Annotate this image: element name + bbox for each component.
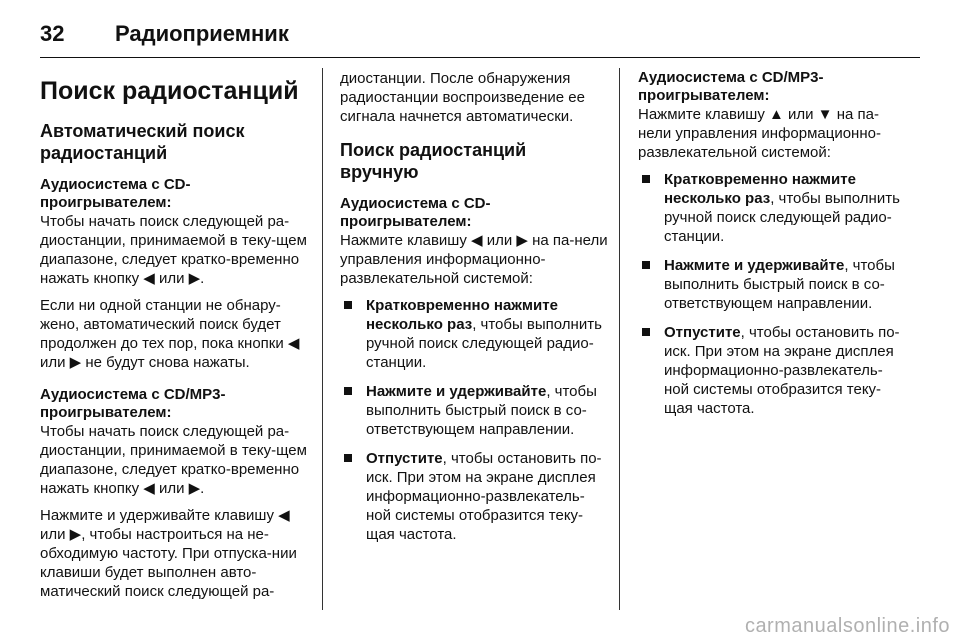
column-1 [40,66,308,609]
main-heading: Поиск радиостанций [40,77,299,105]
paragraph: Нажмите и удерживайте клавишу ◀ или ▶, чтобы настроиться на не-обходимую частоту. При отпуска-нии клавиши будет выполнен авто-матический поиск следующей ра- [40,507,297,600]
list-item: Отпустите, чтобы остановить по-иск. При этом на экране дисплея информационно-развлекатель-ной системы отобразится теку-щая частота. [340,449,608,544]
running-title: Радиоприемник [115,21,289,46]
cd-mp3-player-heading: Аудиосистема с CD/MP3-проигрывателем: [638,69,824,104]
bullet-square-icon [344,454,352,462]
cd-player-heading: Аудиосистема с CD-проигрывателем: [40,176,191,211]
bullet-list [340,296,608,544]
column-2 [340,69,608,554]
auto-search-heading: Автоматический поиск радиостанций [40,121,245,163]
column-divider-2 [619,68,620,610]
paragraph: Если ни одной станции не обнару-жено, автоматический поиск будет продолжен до тех пор, пока кнопки ◀ или ▶ не будут снова нажаты. [40,297,300,371]
cd-player-heading: Аудиосистема с CD-проигрывателем: [340,195,491,230]
cd-mp3-player-heading: Аудиосистема с CD/MP3-проигрывателем: [40,386,226,421]
page-header [40,14,289,54]
header-rule [40,57,920,58]
paragraph: Нажмите клавишу ◀ или ▶ на па-нели управления информационно-развлекательной системой: [340,232,608,287]
page-number: 32 [40,21,65,46]
column-divider-1 [322,68,323,610]
manual-search-heading: Поиск радиостанций вручную [340,140,527,182]
paragraph: Чтобы начать поиск следующей ра-диостанции, принимаемой в теку-щем диапазоне, следует кратко-временно нажать кнопку ◀ или ▶. [40,213,307,287]
list-item: Нажмите и удерживайте, чтобы выполнить быстрый поиск в со-ответствующем направлении. [340,382,608,439]
paragraph: Нажмите клавишу ▲ или ▼ на па-нели управления информационно-развлекательной системой: [638,106,881,161]
watermark: carmanualsonline.info [744,615,950,637]
bullet-square-icon [642,261,650,269]
bullet-square-icon [344,301,352,309]
list-item: Нажмите и удерживайте, чтобы выполнить быстрый поиск в со-ответствующем направлении. [638,256,906,313]
list-item: Кратковременно нажмите несколько раз, чтобы выполнить ручной поиск следующей радио-станции. [638,170,906,246]
bullet-square-icon [344,387,352,395]
list-item: Кратковременно нажмите несколько раз, чтобы выполнить ручной поиск следующей радио-станции. [340,296,608,372]
list-item: Отпустите, чтобы остановить по-иск. При этом на экране дисплея информационно-развлекатель-ной системы отобразится теку-щая частота. [638,323,906,418]
paragraph: диостанции. После обнаружения радиостанции воспроизведение ее сигнала начнется автоматически. [340,70,585,125]
bullet-square-icon [642,175,650,183]
paragraph: Чтобы начать поиск следующей ра-диостанции, принимаемой в теку-щем диапазоне, следует кратко-временно нажать кнопку ◀ или ▶. [40,423,307,497]
bullet-list [638,170,906,418]
column-3 [638,69,906,428]
bullet-square-icon [642,328,650,336]
